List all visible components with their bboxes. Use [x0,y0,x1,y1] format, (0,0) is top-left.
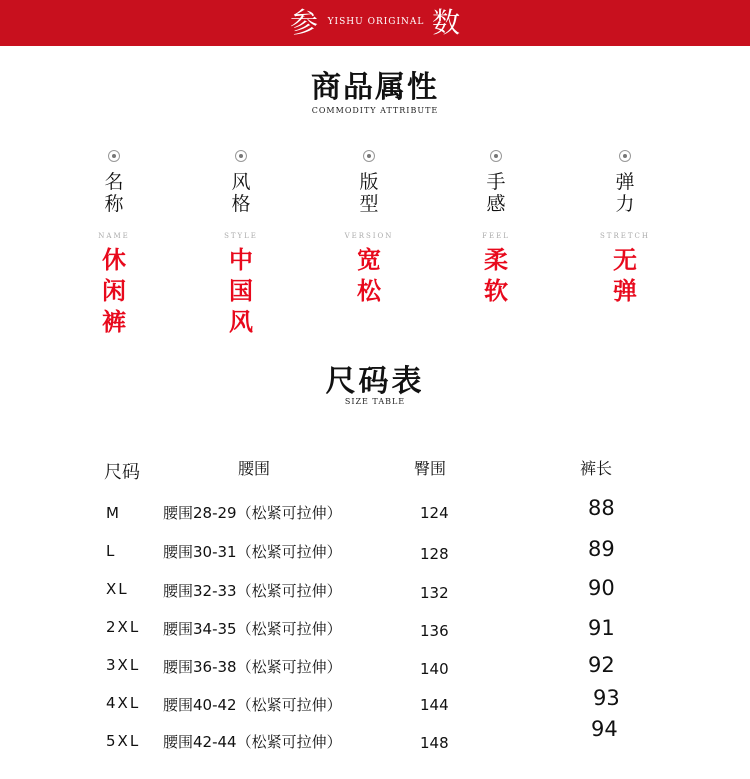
attribute-label: 名 称 [104,171,124,215]
attribute-version-column [339,150,399,215]
banner-subtitle: YISHU ORIGINAL [327,17,425,27]
header-waist: 腰围 [238,459,271,478]
radio-icon [490,150,502,162]
radio-icon [619,150,631,162]
length-cell: 93 [593,686,620,710]
attribute-en-label: STYLE [224,232,258,240]
attribute-value: 休 闲 裤 [102,246,126,336]
attribute-name-column [84,150,144,215]
hip-cell: 148 [420,734,449,752]
radio-icon [108,150,120,162]
size-cell: 5XL [106,732,141,750]
waist-cell: 腰围28-29（松紧可拉伸） [163,504,342,522]
hip-cell: 132 [420,584,449,602]
hip-cell: 140 [420,660,449,678]
length-cell: 90 [588,576,615,600]
hip-cell: 128 [420,545,449,563]
hip-cell: 144 [420,696,449,714]
attributes-subtitle: COMMODITY ATTRIBUTE [311,106,439,115]
attribute-feel-column [466,150,526,215]
waist-cell: 腰围42-44（松紧可拉伸） [163,733,342,751]
size-cell: 2XL [106,618,141,636]
attribute-value: 无 弹 [613,246,637,305]
attribute-en-label: VERSION [344,232,394,240]
header-size: 尺码 [104,462,140,483]
size-cell: 4XL [106,694,141,712]
banner-left-char: 参 [290,6,319,39]
attribute-label: 风 格 [231,171,251,215]
radio-icon [363,150,375,162]
length-cell: 89 [588,537,615,561]
hip-cell: 136 [420,622,449,640]
attribute-value: 中 国 风 [229,246,253,336]
attribute-label: 手 感 [486,171,506,215]
size-table-title: 尺码表 [325,364,425,399]
attribute-value: 宽 松 [357,246,381,305]
banner-right-char: 数 [432,6,461,39]
radio-icon [235,150,247,162]
attribute-stretch-column [595,150,655,215]
header-banner [0,0,750,46]
size-table-subtitle: SIZE TABLE [344,397,406,406]
attribute-en-label: STRETCH [600,232,650,240]
waist-cell: 腰围34-35（松紧可拉伸） [163,620,342,638]
size-cell: XL [106,580,129,598]
size-cell: L [106,542,117,560]
length-cell: 92 [588,653,615,677]
hip-cell: 124 [420,504,449,522]
attributes-title: 商品属性 [311,70,439,105]
attribute-label: 弹 力 [615,171,635,215]
header-hip: 臀围 [414,459,447,478]
waist-cell: 腰围32-33（松紧可拉伸） [163,582,342,600]
length-cell: 94 [591,717,618,741]
header-length: 裤长 [580,459,613,478]
size-cell: M [106,504,121,522]
waist-cell: 腰围30-31（松紧可拉伸） [163,543,342,561]
length-cell: 91 [588,616,615,640]
length-cell: 88 [588,496,615,520]
attribute-label: 版 型 [359,171,379,215]
attribute-en-label: FEEL [482,232,510,240]
attribute-value: 柔 软 [484,246,508,305]
waist-cell: 腰围40-42（松紧可拉伸） [163,696,342,714]
attribute-style-column [211,150,271,215]
attribute-en-label: NAME [98,232,130,240]
waist-cell: 腰围36-38（松紧可拉伸） [163,658,342,676]
size-cell: 3XL [106,656,141,674]
